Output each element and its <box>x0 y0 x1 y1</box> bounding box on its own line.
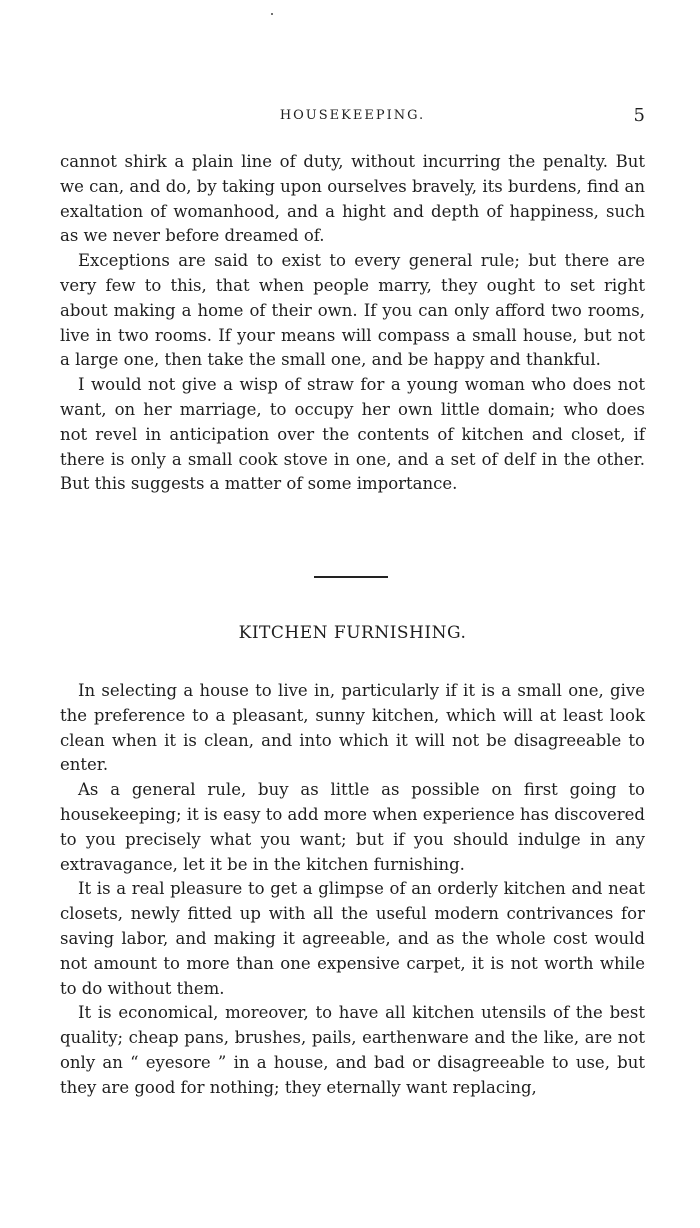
print-speck <box>271 13 273 15</box>
running-head <box>60 104 645 128</box>
section-title: KITCHEN FURNISHING. <box>238 623 467 643</box>
paragraph-continued: cannot shirk a plain line of duty, without incurring the penalty. But we can, and do, by taking upon ourselves bravely, its burdens, find an exaltation of womanhood, and a hight and depth of happiness, such as we never before dreamed of. <box>60 152 645 246</box>
page-number: 5 <box>633 105 645 126</box>
paragraph: Exceptions are said to exist to every general rule; but there are very few to this, that when people marry, they ought to set right about making a home of their own. If you can only afford two rooms, live in two rooms. If your means will compass a small house, but not a large one, then take the small one, and be happy and thankful. <box>60 251 645 370</box>
paragraph: I would not give a wisp of straw for a young woman who does not want, on her marriage, to occupy her own little domain; who does not revel in anticipation over the contents of kitchen and closet, if there is only a small cook stove in one, and a set of delf in the other. But this suggests a matter of some importance. <box>60 375 645 494</box>
paragraph: As a general rule, buy as little as possible on first going to housekeeping; it is easy to add more when experience has discovered to you precisely what you want; but if you should indulge in any extravagance, let it be in the kitchen furnishing. <box>60 780 645 874</box>
body-text-top <box>60 150 645 497</box>
paragraph: In selecting a house to live in, particularly if it is a small one, give the preference to a pleasant, sunny kitchen, which will at least look clean when it is clean, and into which it will not be disagreeable to enter. <box>60 681 645 775</box>
paragraph: It is economical, moreover, to have all kitchen utensils of the best quality; cheap pans, brushes, pails, earthenware and the like, are not only an “ eyesore ” in a house, and bad or disagreeable to use, but they are good for nothing; they eternally want replacing, <box>60 1003 645 1097</box>
book-page <box>60 0 645 1228</box>
section-divider-rule <box>314 576 388 578</box>
running-title: HOUSEKEEPING. <box>279 108 426 123</box>
body-text-bottom <box>60 679 645 1101</box>
paragraph: It is a real pleasure to get a glimpse of an orderly kitchen and neat closets, newly fitted up with all the useful modern contrivances for saving labor, and making it agreeable, and as the whole cost would not amount to more than one expensive carpet, it is not worth while to do without them. <box>60 879 645 998</box>
